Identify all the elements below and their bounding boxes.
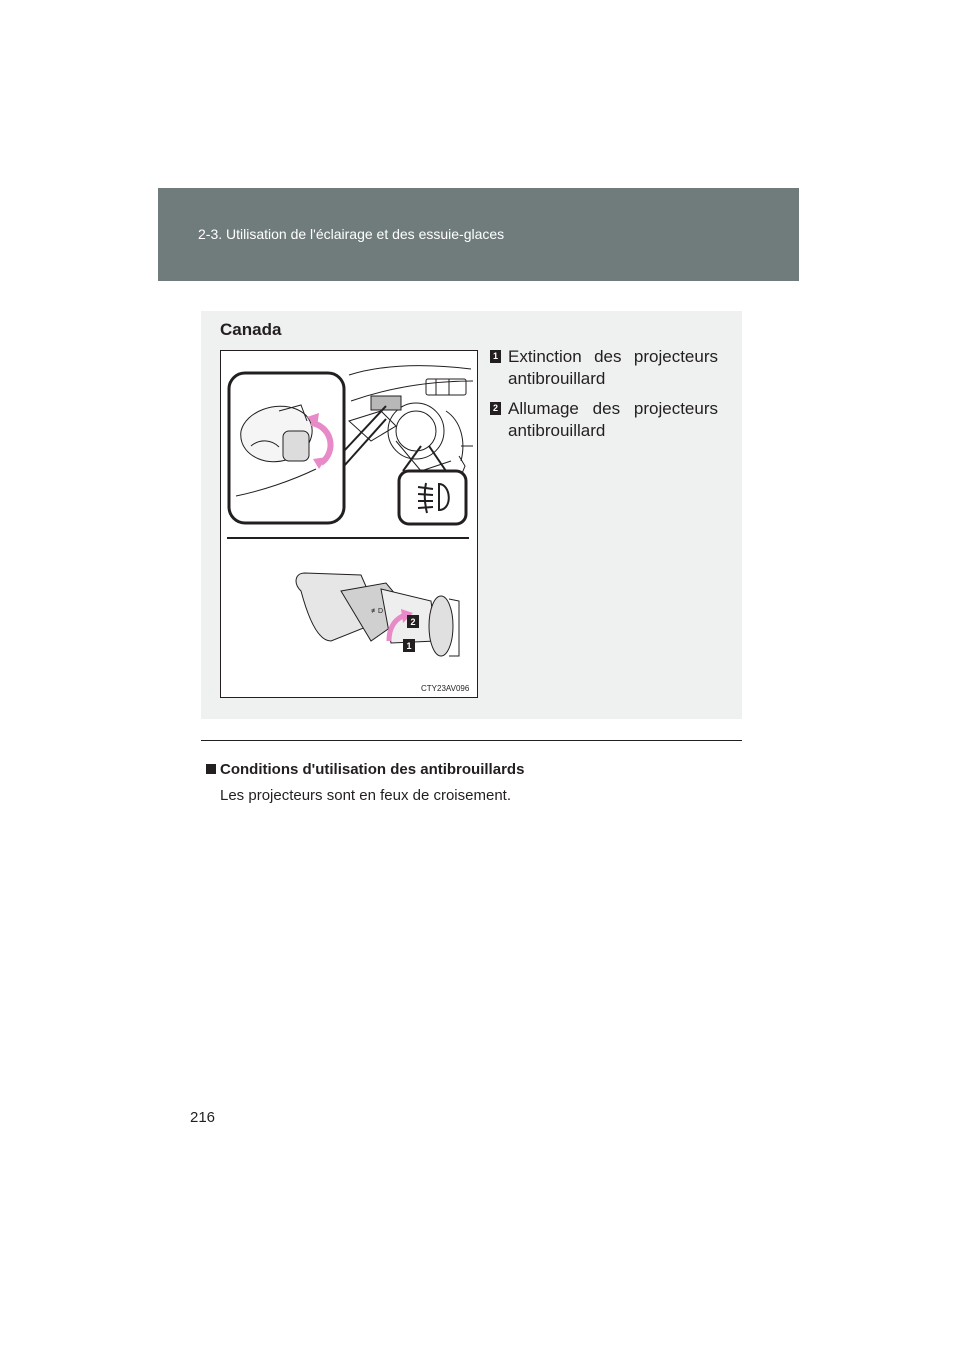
callout-1-label: 1	[406, 641, 412, 651]
note-heading	[206, 761, 524, 778]
section-title: 2-3. Utilisation de l'éclairage et des essuie-glaces	[198, 226, 505, 242]
fog-light-switch-illustration	[220, 350, 478, 698]
square-bullet-icon	[206, 764, 216, 774]
page-number: 216	[190, 1109, 216, 1126]
callout-2	[407, 615, 419, 628]
region-label: Canada	[220, 320, 282, 339]
legend-item-2	[490, 398, 718, 442]
callout-2-label: 2	[410, 617, 416, 627]
legend	[490, 346, 718, 450]
callout-1	[403, 639, 415, 652]
fog-symbol-mark: ≢D	[371, 608, 384, 615]
note-body: Les projecteurs sont en feux de croisement.	[220, 787, 511, 804]
combination-switch-drawing	[296, 573, 459, 656]
illustration-svg	[221, 351, 477, 697]
legend-number-badge: 2	[490, 402, 501, 415]
section-rule	[201, 740, 742, 741]
legend-item-1	[490, 346, 718, 390]
note-heading-text: Conditions d'utilisation des antibrouillards	[220, 761, 525, 778]
legend-number-badge: 1	[490, 350, 501, 363]
hand-zoom-bubble	[229, 373, 386, 523]
legend-text: Allumage des projecteurs antibrouillard	[508, 399, 718, 440]
figure-code: CTY23AV096	[421, 684, 470, 693]
legend-text: Extinction des projecteurs antibrouillard	[508, 347, 718, 388]
